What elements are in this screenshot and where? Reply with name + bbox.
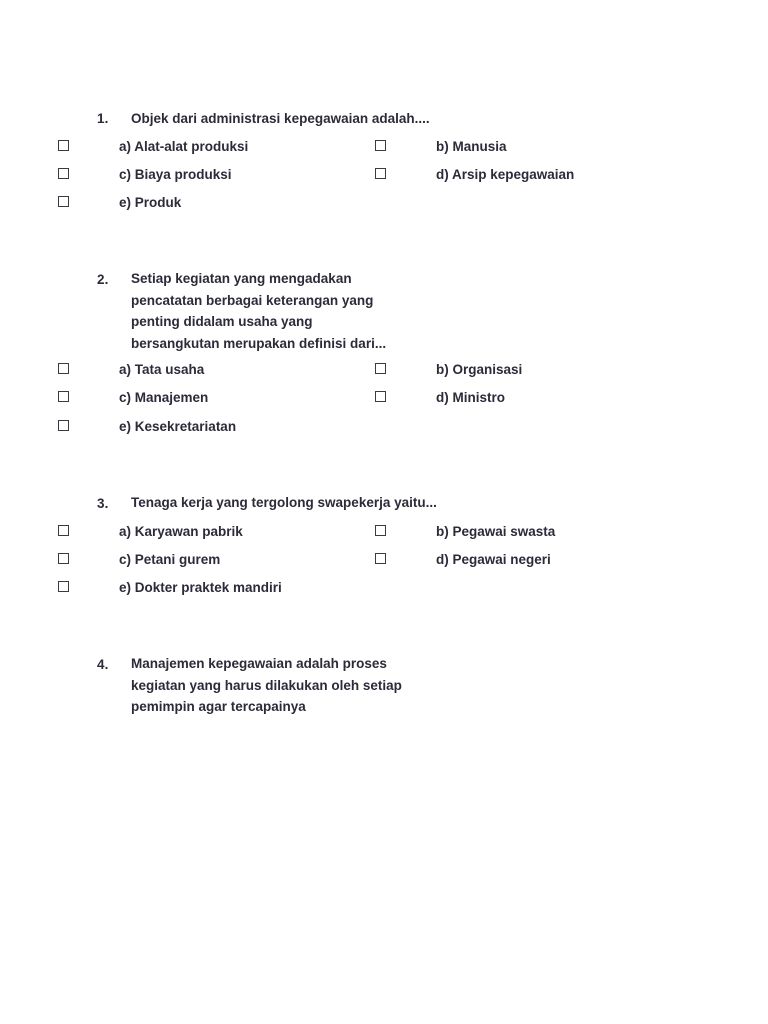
checkbox[interactable] bbox=[58, 420, 69, 431]
question-line: Objek dari administrasi kepegawaian adalah.... bbox=[131, 111, 430, 126]
question-line: bersangkutan merupakan definisi dari... bbox=[131, 335, 387, 351]
question-number: 1. bbox=[97, 111, 109, 126]
option-label: a) Karyawan pabrik bbox=[119, 524, 243, 539]
option-label: b) Organisasi bbox=[436, 362, 523, 377]
option-label: c) Petani gurem bbox=[119, 552, 221, 567]
checkbox[interactable] bbox=[375, 391, 386, 402]
option-label: b) Pegawai swasta bbox=[436, 524, 556, 539]
question-text bbox=[131, 653, 402, 718]
option-label: a) Alat-alat produksi bbox=[119, 139, 249, 154]
option-label: d) Ministro bbox=[436, 390, 505, 405]
checkbox[interactable] bbox=[58, 581, 69, 592]
checkbox[interactable] bbox=[375, 363, 386, 374]
option-label: c) Biaya produksi bbox=[119, 167, 232, 182]
checkbox[interactable] bbox=[375, 140, 386, 151]
option-label: d) Arsip kepegawaian bbox=[436, 167, 575, 182]
checkbox[interactable] bbox=[375, 168, 386, 179]
checkbox[interactable] bbox=[58, 363, 69, 374]
checkbox[interactable] bbox=[375, 553, 386, 564]
checkbox[interactable] bbox=[58, 553, 69, 564]
question-text bbox=[131, 492, 437, 514]
question-line: penting didalam usaha yang bbox=[131, 314, 313, 329]
question-line: kegiatan yang harus dilakukan oleh setiap bbox=[131, 677, 402, 693]
question-line: Setiap kegiatan yang mengadakan bbox=[131, 271, 352, 286]
option-label: d) Pegawai negeri bbox=[436, 552, 551, 567]
option-label: e) Produk bbox=[119, 195, 182, 210]
question-line: Manajemen kepegawaian adalah proses bbox=[131, 656, 387, 671]
question-line: Tenaga kerja yang tergolong swapekerja yaitu... bbox=[131, 495, 437, 510]
option-label: a) Tata usaha bbox=[119, 362, 205, 377]
checkbox[interactable] bbox=[58, 525, 69, 536]
checkbox[interactable] bbox=[58, 168, 69, 179]
checkbox[interactable] bbox=[58, 391, 69, 402]
checkbox[interactable] bbox=[58, 140, 69, 151]
checkbox[interactable] bbox=[375, 525, 386, 536]
option-label: c) Manajemen bbox=[119, 390, 209, 405]
question-text bbox=[131, 108, 430, 130]
question-number: 3. bbox=[97, 496, 109, 511]
option-label: b) Manusia bbox=[436, 139, 507, 154]
question-line: pemimpin agar tercapainya bbox=[131, 699, 306, 714]
question-text bbox=[131, 268, 386, 354]
checkbox[interactable] bbox=[58, 196, 69, 207]
option-label: e) Dokter praktek mandiri bbox=[119, 580, 282, 595]
option-label: e) Kesekretariatan bbox=[119, 419, 237, 434]
question-line: pencatatan berbagai keterangan yang bbox=[131, 292, 374, 308]
question-number: 2. bbox=[97, 272, 109, 287]
question-number: 4. bbox=[97, 657, 109, 672]
